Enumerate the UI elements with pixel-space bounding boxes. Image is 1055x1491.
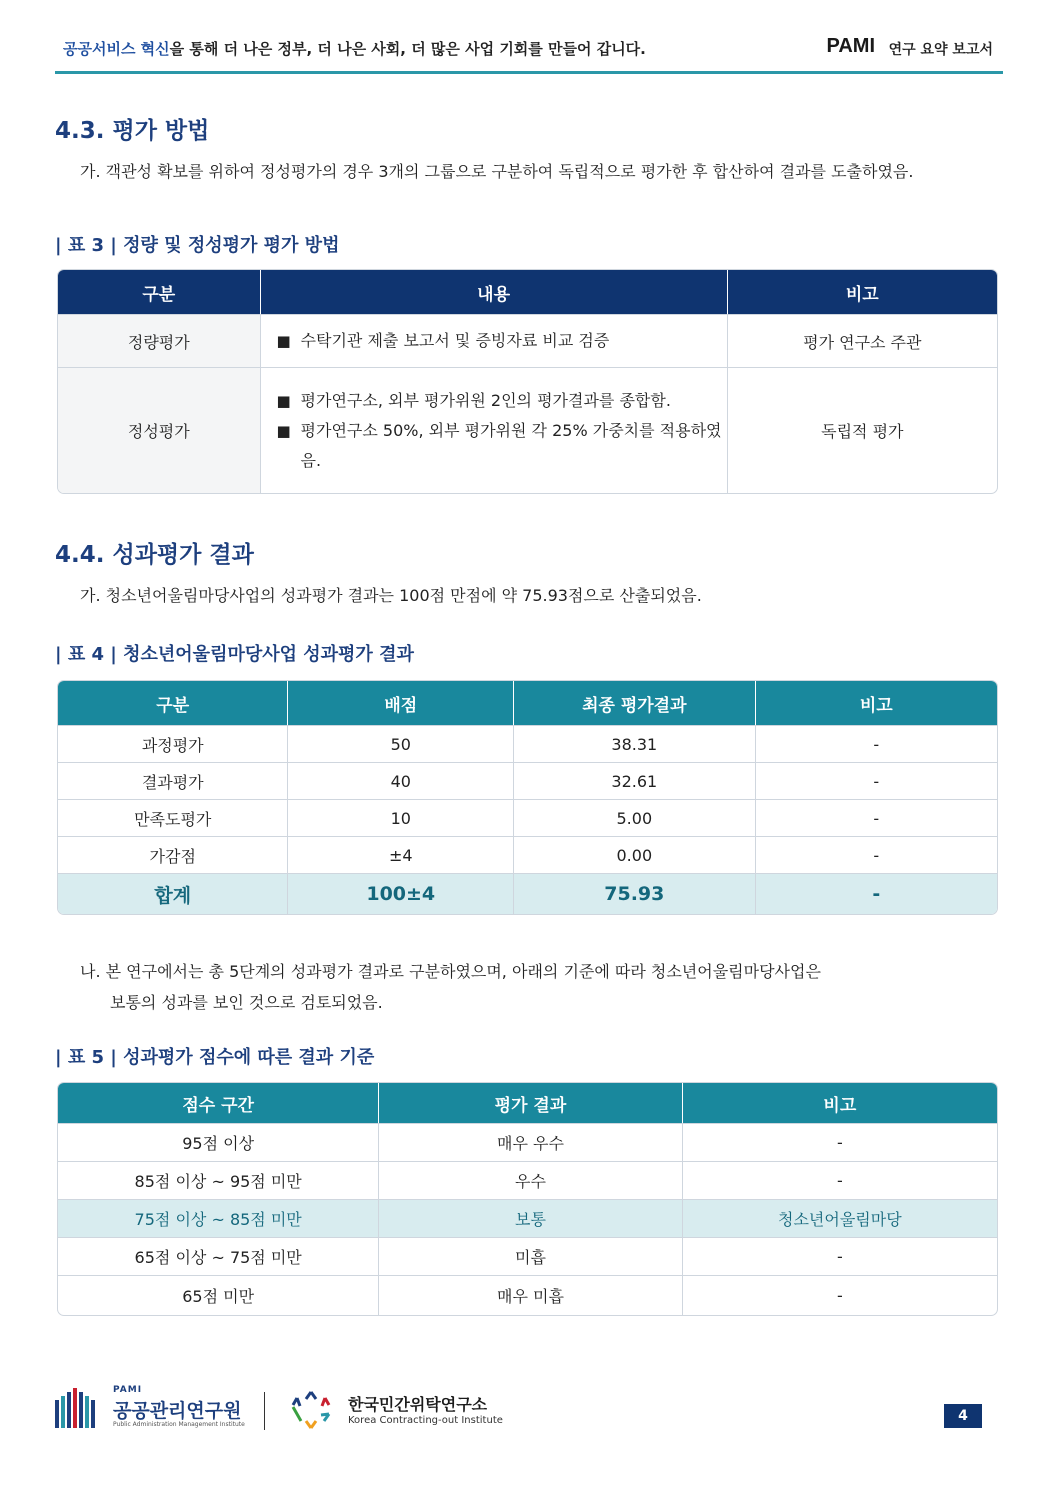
table-cell: 매우 미흡 [378,1275,681,1315]
org1-name: 공공관리연구원 [113,1400,242,1422]
page-footer [55,1384,995,1434]
table-row [58,799,997,836]
table3-caption: | 표 3 | 정량 및 정성평가 평가 방법 [55,235,340,256]
table-row [58,725,997,762]
table-cell: 정량평가 [58,314,260,367]
table-header-cell: 최종 평가결과 [513,681,755,725]
table-cell: 만족도평가 [58,799,287,836]
table-row [58,762,997,799]
table-cell: 평가 연구소 주관 [727,314,997,367]
section-4-3-paragraph: 가. 객관성 확보를 위하여 정성평가의 경우 3개의 그룹으로 구분하여 독립적으로 평가한 후 합산하여 결과를 도출하였음. [80,162,914,181]
table-cell: - [755,799,997,836]
table-cell: 75점 이상 ~ 85점 미만 [58,1199,378,1237]
table-cell: ±4 [287,836,513,873]
table4 [57,680,998,915]
table-row [58,1161,997,1199]
table-header-cell: 점수 구간 [58,1083,378,1123]
section-4-4-paragraph: 가. 청소년어울림마당사업의 성과평가 결과는 100점 만점에 약 75.93점으로 산출되었음. [80,586,702,605]
table-cell: 결과평가 [58,762,287,799]
table-header-cell: 구분 [58,681,287,725]
header-doc-title: 연구 요약 보고서 [888,42,993,58]
table-cell: 32.61 [513,762,755,799]
table-header-cell: 비고 [755,681,997,725]
bullet-item: ■ 수탁기관 제출 보고서 및 증빙자료 비교 검증 [277,326,727,356]
section-title-4-3: 4.3. 평가 방법 [55,118,210,144]
table-cell [260,367,727,493]
table-cell: - [682,1123,997,1161]
table-header-cell: 비고 [727,270,997,314]
table-row [58,1123,997,1161]
table-cell: - [682,1237,997,1275]
table-header-row [58,1083,997,1123]
slogan-highlight: 공공서비스 혁신 [63,40,170,58]
table-cell [260,314,727,367]
table-cell: 가감점 [58,836,287,873]
table-cell: 40 [287,762,513,799]
pami-logo-icon [55,1388,99,1428]
table-cell: 정성평가 [58,367,260,493]
table-row-highlighted [58,1199,997,1237]
table-row [58,836,997,873]
table-cell: - [755,873,997,914]
table-row [58,367,997,493]
page-header [55,30,1003,74]
table-header-cell: 평가 결과 [378,1083,681,1123]
table-cell: 75.93 [513,873,755,914]
table-row [58,1237,997,1275]
table-header-row [58,270,997,314]
table-cell: 합계 [58,873,287,914]
table-cell: - [682,1275,997,1315]
org1-english-name: Public Administration Management Institute [113,1421,245,1428]
pami-small-label: PAMI [113,1385,143,1395]
table-cell: 65점 미만 [58,1275,378,1315]
paragraph-na-line1: 나. 본 연구에서는 총 5단계의 성과평가 결과로 구분하였으며, 아래의 기준에 따라 청소년어울림마당사업은 [80,962,821,981]
table-header-cell: 배점 [287,681,513,725]
table-cell: 5.00 [513,799,755,836]
table-cell: 38.31 [513,725,755,762]
table-cell: 65점 이상 ~ 75점 미만 [58,1237,378,1275]
table-cell: 우수 [378,1161,681,1199]
table-cell: 매우 우수 [378,1123,681,1161]
bullet-item: ■ 평가연구소 50%, 외부 평가위원 각 25% 가중치를 적용하였음. [277,416,727,476]
header-slogan [63,38,646,59]
table4-caption: | 표 4 | 청소년어울림마당사업 성과평가 결과 [55,644,414,665]
table-cell: 0.00 [513,836,755,873]
table-header-row [58,681,997,725]
table-cell: 95점 이상 [58,1123,378,1161]
table-cell: 10 [287,799,513,836]
org2-name: 한국민간위탁연구소 [348,1395,488,1414]
org2-english-name: Korea Contracting-out Institute [348,1415,503,1426]
table3 [57,269,998,494]
table-header-cell: 내용 [260,270,727,314]
paragraph-na-line2: 보통의 성과를 보인 것으로 검토되었음. [110,993,383,1012]
table-total-row [58,873,997,914]
kcoi-logo-icon [289,1388,333,1432]
table-cell: - [682,1161,997,1199]
section-title-4-4: 4.4. 성과평가 결과 [55,542,254,568]
table-cell: 85점 이상 ~ 95점 미만 [58,1161,378,1199]
table-header-cell: 비고 [682,1083,997,1123]
table-row [58,1275,997,1315]
table-cell: - [755,725,997,762]
table-cell: 청소년어울림마당 [682,1199,997,1237]
table-header-cell: 구분 [58,270,260,314]
header-brand: PAMI [826,35,875,57]
table-cell: - [755,836,997,873]
footer-divider [264,1392,265,1430]
table-cell: 독립적 평가 [727,367,997,493]
table5 [57,1082,998,1316]
table-cell: 미흡 [378,1237,681,1275]
table-cell: 50 [287,725,513,762]
table-cell: 보통 [378,1199,681,1237]
bullet-item: ■ 평가연구소, 외부 평가위원 2인의 평가결과를 종합함. [277,386,727,416]
table-cell: - [755,762,997,799]
table5-caption: | 표 5 | 성과평가 점수에 따른 결과 기준 [55,1047,375,1068]
table-cell: 100±4 [287,873,513,914]
table-cell: 과정평가 [58,725,287,762]
table-row [58,314,997,367]
page-number: 4 [944,1404,982,1428]
slogan-rest: 을 통해 더 나은 정부, 더 나은 사회, 더 많은 사업 기회를 만들어 갑니다. [169,40,646,58]
